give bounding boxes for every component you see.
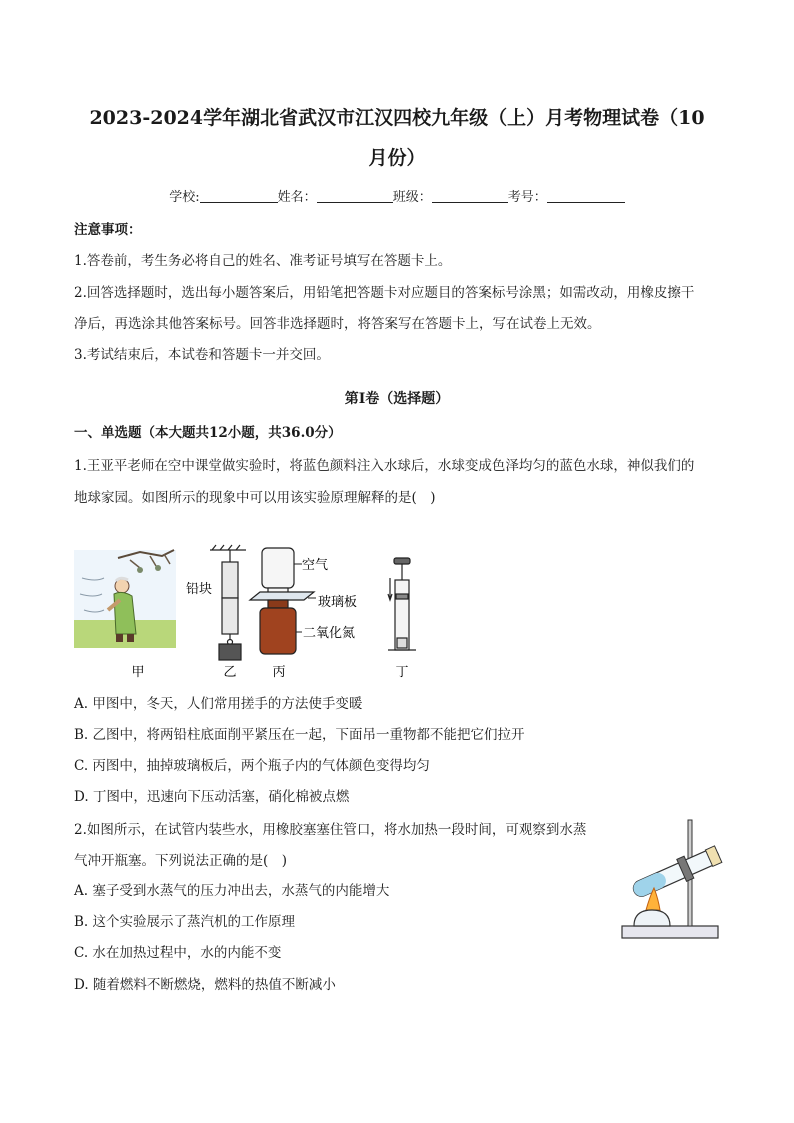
name-blank[interactable] — [317, 188, 393, 203]
school-label: 学校: — [169, 190, 200, 205]
notice-item-1: 1.答卷前，考生务必将自己的姓名、准考证号填写在答题卡上。 — [74, 253, 452, 269]
number-blank[interactable] — [547, 188, 625, 203]
q2-stem-line1: 2.如图所示，在试管内装些水，用橡胶塞塞住管口，将水加热一段时间，可观察到水蒸 — [74, 822, 587, 838]
q2-figure — [616, 814, 728, 944]
q1-option-a[interactable]: A. 甲图中，冬天，人们常用搓手的方法使手变暖 — [74, 696, 363, 712]
q1-figure — [70, 538, 430, 683]
fig-label-jia: 甲 — [131, 665, 145, 680]
number-label: 考号： — [507, 190, 547, 205]
fig-label-glass-plate: 玻璃板 — [318, 595, 358, 610]
q2-option-d[interactable]: D. 随着燃料不断燃烧，燃料的热值不断减小 — [74, 977, 336, 993]
q2-stem-line2: 气冲开瓶塞。下列说法正确的是( ) — [74, 853, 288, 869]
name-label: 姓名： — [277, 190, 317, 205]
part1-title: 第Ⅰ卷（选择题） — [344, 391, 450, 407]
test-tube — [629, 843, 723, 902]
class-label: 班级： — [392, 190, 432, 205]
exam-title-line2: 月份） — [368, 147, 426, 169]
q1-option-b[interactable]: B. 乙图中，将两铅柱底面削平紧压在一起，下面吊一重物都不能把它们拉开 — [74, 727, 525, 743]
q2-option-a[interactable]: A. 塞子受到水蒸气的压力冲出去，水蒸气的内能增大 — [74, 883, 390, 899]
yi-picture — [210, 545, 246, 660]
notice-item-3: 3.考试结束后，本试卷和答题卡一并交回。 — [74, 347, 330, 363]
fig-label-ding: 丁 — [395, 665, 409, 680]
fig-label-no2: 二氧化氮 — [303, 626, 356, 641]
fig-label-air: 空气 — [302, 558, 329, 573]
q1-option-c[interactable]: C. 丙图中，抽掉玻璃板后，两个瓶子内的气体颜色变得均匀 — [74, 758, 430, 774]
school-blank[interactable] — [200, 188, 278, 203]
notice-heading: 注意事项： — [74, 222, 142, 238]
q1-stem-line1: 1.王亚平老师在空中课堂做实验时，将蓝色颜料注入水球后，水球变成色泽均匀的蓝色水球，神似我们的 — [74, 458, 695, 474]
fig-label-bing: 丙 — [272, 665, 286, 680]
jia-picture — [74, 550, 176, 648]
exam-title-line1: 2023-2024学年湖北省武汉市江汉四校九年级（上）月考物理试卷（10 — [89, 107, 705, 129]
fig-label-lead-block: 铅块 — [186, 582, 213, 597]
ding-picture — [388, 558, 416, 650]
student-info-line — [0, 186, 794, 205]
notice-item-2-line1: 2.回答选择题时，选出每小题答案后，用铅笔把答题卡对应题目的答案标号涂黑；如需改动，用橡皮擦干 — [74, 285, 695, 301]
class-blank[interactable] — [432, 188, 508, 203]
q2-option-c[interactable]: C. 水在加热过程中，水的内能不变 — [74, 945, 282, 961]
q1-stem-line2: 地球家园。如图所示的现象中可以用该实验原理解释的是( ) — [74, 490, 436, 506]
q2-option-b[interactable]: B. 这个实验展示了蒸汽机的工作原理 — [74, 914, 296, 930]
fig-label-yi: 乙 — [223, 665, 237, 680]
stand-base — [622, 926, 718, 938]
alcohol-lamp — [634, 910, 670, 926]
q1-option-d[interactable]: D. 丁图中，迅速向下压动活塞，硝化棉被点燃 — [74, 789, 350, 805]
notice-item-2-line2: 净后，再选涂其他答案标号。回答非选择题时，将答案写在答题卡上，写在试卷上无效。 — [74, 316, 601, 332]
section-title: 一、单选题（本大题共12小题，共36.0分） — [74, 425, 342, 441]
